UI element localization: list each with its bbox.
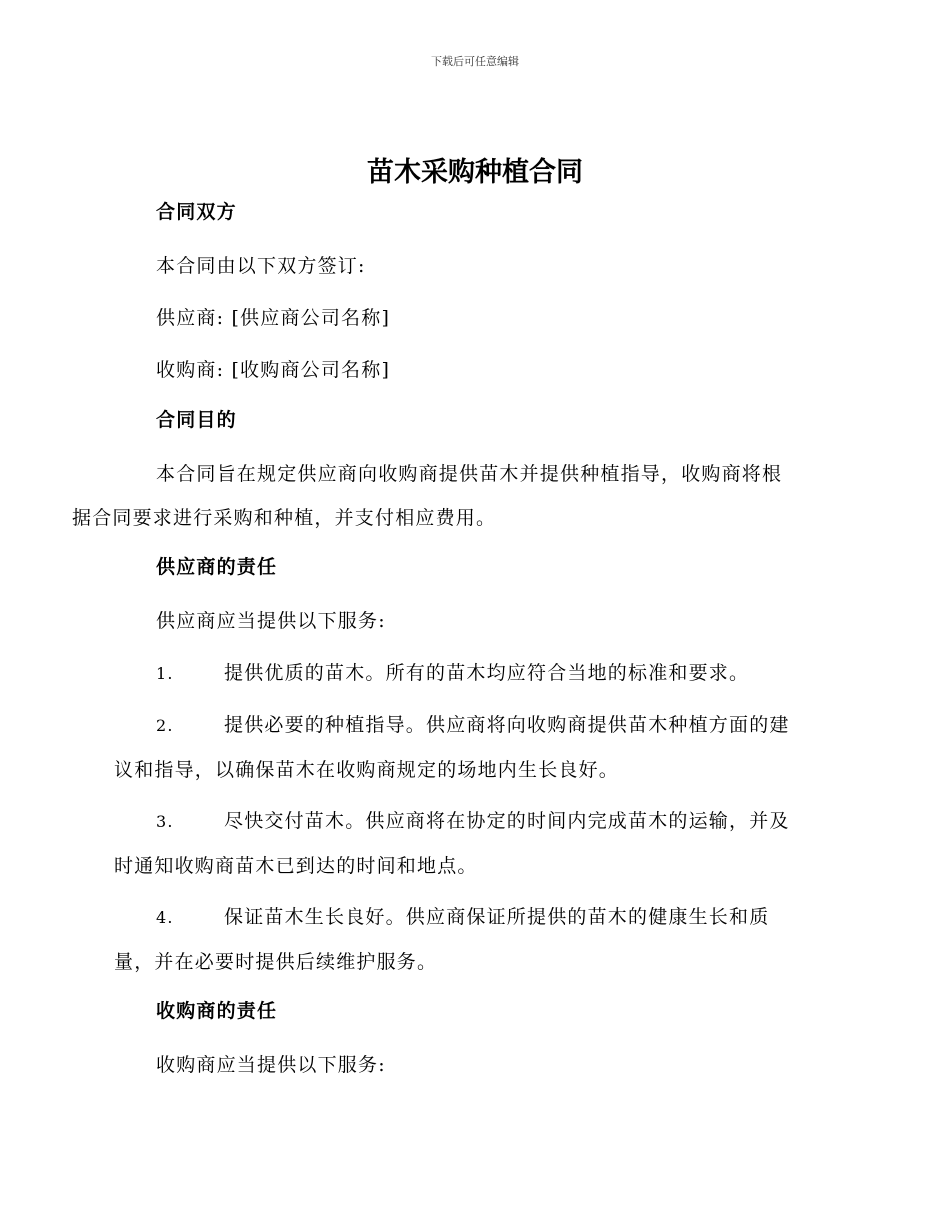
purpose-paragraph — [72, 452, 834, 540]
section-heading-parties: 合同双方 — [156, 201, 237, 223]
section-heading-purpose: 合同目的 — [156, 409, 237, 431]
section-heading-supplier-duties: 供应商的责任 — [156, 556, 278, 578]
purpose-line-1: 本合同旨在规定供应商向收购商提供苗木并提供种植指导，收购商将根 — [156, 463, 783, 485]
list-item-text: 提供必要的种植指导。供应商将向收购商提供苗木种植方面的建 — [224, 714, 790, 736]
supplier-line: 供应商: [供应商公司名称] — [156, 307, 391, 329]
list-item-number: 3. — [156, 812, 174, 831]
parties-intro: 本合同由以下双方签订: — [156, 255, 366, 277]
page-header-note: 下载后可任意编辑 — [431, 55, 519, 68]
list-item-text: 提供优质的苗木。所有的苗木均应符合当地的标准和要求。 — [224, 662, 750, 684]
supplier-duties-intro: 供应商应当提供以下服务: — [156, 610, 386, 632]
list-item-number: 2. — [156, 716, 174, 735]
document-title: 苗木采购种植合同 — [367, 157, 583, 188]
purpose-line-2: 据合同要求进行采购和种植，并支付相应费用。 — [72, 507, 497, 529]
list-item-number: 1. — [156, 664, 174, 683]
list-item-text: 保证苗木生长良好。供应商保证所提供的苗木的健康生长和质 — [224, 906, 770, 928]
list-item — [114, 895, 834, 984]
list-item-continuation: 议和指导，以确保苗木在收购商规定的场地内生长良好。 — [114, 759, 620, 781]
document-body — [72, 192, 834, 1095]
list-item-number: 4. — [156, 908, 174, 927]
section-heading-buyer-duties: 收购商的责任 — [156, 1000, 278, 1022]
list-item-continuation: 量，并在必要时提供后续维护服务。 — [114, 951, 438, 973]
buyer-duties-intro: 收购商应当提供以下服务: — [156, 1054, 386, 1076]
list-item-continuation: 时通知收购商苗木已到达的时间和地点。 — [114, 855, 478, 877]
buyer-line: 收购商: [收购商公司名称] — [156, 359, 391, 381]
list-item — [114, 799, 834, 888]
list-item-text: 尽快交付苗木。供应商将在协定的时间内完成苗木的运输，并及 — [224, 810, 790, 832]
list-item — [114, 651, 834, 696]
list-item — [114, 703, 834, 792]
